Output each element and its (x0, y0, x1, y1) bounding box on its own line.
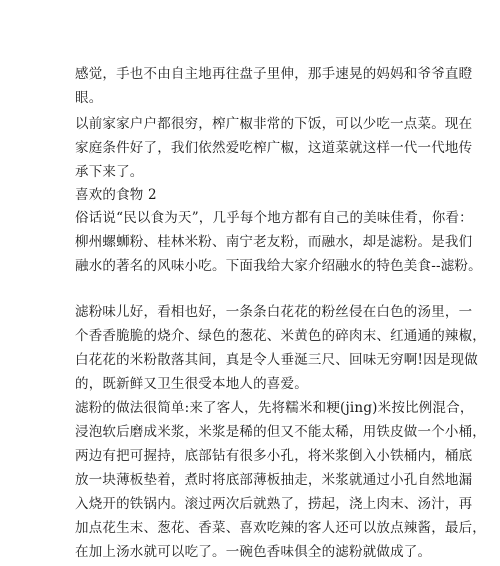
text-line: 感觉，手也不由自主地再往盘子里伸，那手速晃的妈妈和爷爷直瞪 (75, 66, 473, 82)
text-line: 在加上汤水就可以吃了。一碗色香味俱全的滤粉就做成了。 (75, 544, 432, 560)
text-line: 浸泡软后磨成米浆，米浆是稀的但又不能太稀，用铁皮做一个小桶， (75, 424, 486, 440)
text-line: 融水的著名的风味小吃。下面我给大家介绍融水的特色美食--滤粉。 (75, 258, 482, 274)
paragraph-3 (75, 206, 482, 278)
text-line: 加点花生末、葱花、香菜、喜欢吃辣的客人还可以放点辣酱，最后， (75, 520, 486, 536)
paragraph-5 (75, 396, 486, 564)
text-line: 入烧开的铁锅内。滚过两次后就熟了，捞起，浇上肉末、汤汁，再 (75, 496, 473, 512)
text-line: 滤粉的做法很简单:来了客人，先将糯米和粳(jing)米按比例混合， (75, 400, 474, 416)
text-line: 滤粉味儿好，看相也好，一条条白花花的粉丝侵在白色的汤里，一 (75, 304, 473, 320)
text-line: 个香香脆脆的烧介、绿色的葱花、米黄色的碎肉末、红通通的辣椒， (75, 328, 486, 344)
text-line: 白花花的米粉散落其间，真是令人垂涎三尺、回味无穷啊!因是现做 (75, 352, 478, 368)
section-heading (75, 183, 435, 207)
text-line: 柳州螺蛳粉、桂林米粉、南宁老友粉，而融水，却是滤粉。是我们 (75, 234, 473, 250)
text-line: 的，既新鲜又卫生很受本地人的喜爱。 (75, 376, 308, 392)
text-line: 承下来了。 (75, 164, 144, 180)
text-line: 以前家家户户都很穷，榨广椒非常的下饭，可以少吃一点菜。现在 (75, 116, 473, 132)
paragraph-2 (75, 112, 473, 184)
text-line: 俗话说“民以食为天”，几乎每个地方都有自己的美味佳肴，你看： (75, 210, 473, 226)
heading-text: 喜欢的食物 2 (75, 187, 157, 203)
text-line: 眼。 (75, 90, 103, 106)
text-line: 放一块薄板垫着，煮时将底部薄板抽走，米浆就通过小孔自然地漏 (75, 472, 473, 488)
text-line: 两边有把可握持，底部钻有很多小孔，将米浆倒入小铁桶内，桶底 (75, 448, 473, 464)
paragraph-4 (75, 300, 486, 396)
paragraph-1 (75, 62, 473, 110)
text-line: 家庭条件好了，我们依然爱吃榨广椒，这道菜就这样一代一代地传 (75, 140, 473, 156)
